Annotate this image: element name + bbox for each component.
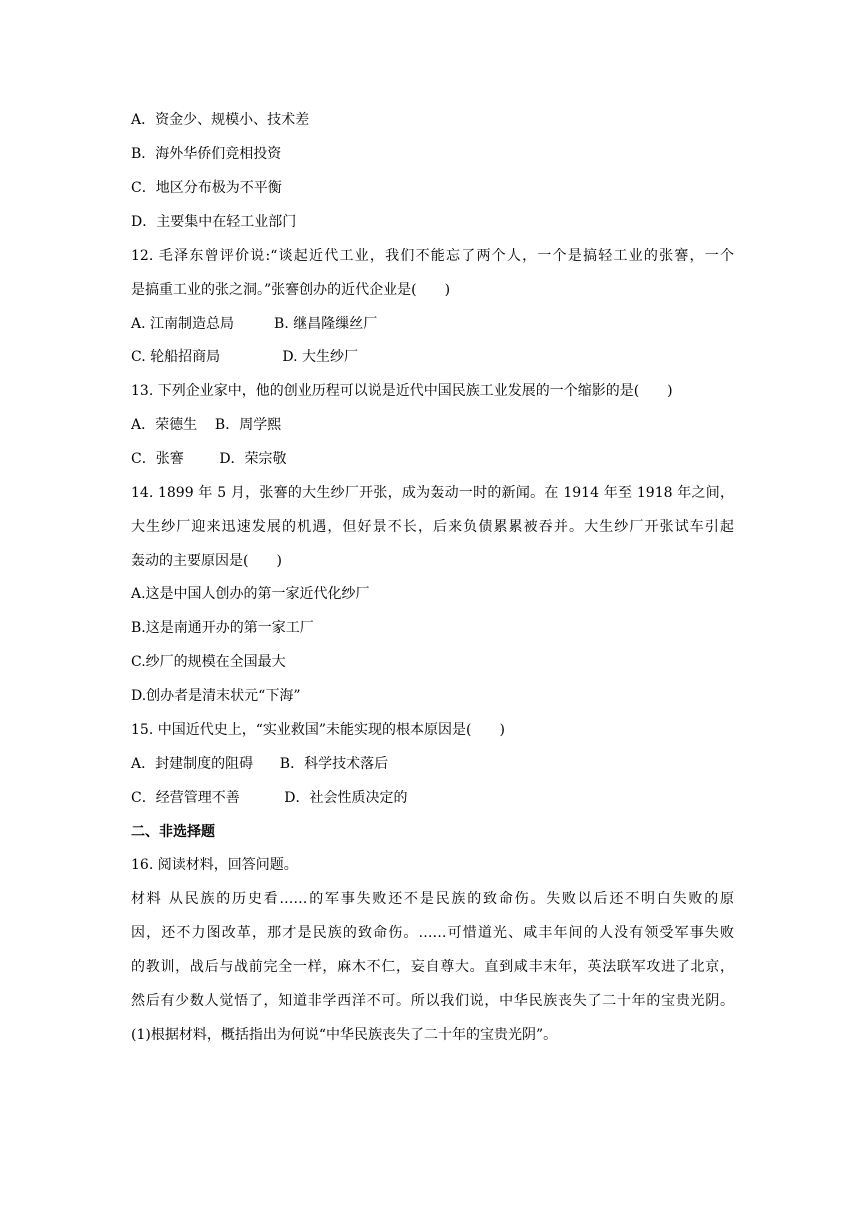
q15-options-ab: A．封建制度的阻碍 B．科学技术落后 [131, 756, 389, 772]
q16-stem: 16. 阅读材料，回答问题。 [131, 857, 298, 873]
q16-material-line-1: 材料 从民族的历史看……的军事失败还不是民族的致命伤。失败以后还不明白失败的原 [131, 891, 734, 907]
q14-stem-line-1: 14. 1899 年 5 月，张謇的大生纱厂开张，成为轰动一时的新闻。在 1914 年至 1918 年之间， [131, 485, 734, 501]
q13-options-cd: C．张謇 D．荣宗敬 [131, 451, 287, 467]
q15-options-cd: C．经营管理不善 D．社会性质决定的 [131, 790, 408, 806]
q16-material-line-3: 的教训，战后与战前完全一样，麻木不仁，妄自尊大。直到咸丰末年，英法联军攻进了北京， [131, 959, 734, 975]
q14-option-b: B.这是南通开办的第一家工厂 [131, 620, 314, 636]
q11-option-c: C．地区分布极为不平衡 [131, 180, 282, 196]
q12-options-ab: A. 江南制造总局 B. 继昌隆缫丝厂 [131, 316, 378, 332]
section-title: 二、非选择题 [131, 824, 215, 840]
q12-stem-line-1: 12. 毛泽东曾评价说:“谈起近代工业，我们不能忘了两个人，一个是搞轻工业的张謇，一个 [131, 248, 734, 264]
q13-stem: 13. 下列企业家中，他的创业历程可以说是近代中国民族工业发展的一个缩影的是( ) [131, 383, 673, 399]
q16-material-line-4: 然后有少数人觉悟了，知道非学西洋不可。所以我们说，中华民族丧失了二十年的宝贵光阴。 [131, 993, 734, 1009]
q11-option-d: D．主要集中在轻工业部门 [131, 214, 297, 230]
q12-stem-line-2: 是搞重工业的张之洞。”张謇创办的近代企业是( ) [131, 282, 451, 298]
q14-option-c: C.纱厂的规模在全国最大 [131, 654, 286, 670]
q15-stem: 15. 中国近代史上，“实业救国”未能实现的根本原因是( ) [131, 722, 505, 738]
q14-option-d: D.创办者是清末状元“下海” [131, 688, 301, 704]
q16-subquestion-1: (1)根据材料，概括指出为何说“中华民族丧失了二十年的宝贵光阴”。 [131, 1027, 558, 1043]
q13-options-ab: A．荣德生 B．周学熙 [131, 417, 282, 433]
q11-option-b: B．海外华侨们竞相投资 [131, 146, 282, 162]
q14-option-a: A.这是中国人创办的第一家近代化纱厂 [131, 586, 370, 602]
q14-stem-line-2: 大生纱厂迎来迅速发展的机遇，但好景不长，后来负债累累被吞并。大生纱厂开张试车引起 [131, 519, 734, 535]
q16-material-line-2: 因，还不力图改革，那才是民族的致命伤。……可惜道光、咸丰年间的人没有领受军事失败 [131, 925, 734, 941]
q11-option-a: A．资金少、规模小、技术差 [131, 112, 310, 128]
q14-stem-line-3: 轰动的主要原因是( ) [131, 553, 282, 569]
q12-options-cd: C. 轮船招商局 D. 大生纱厂 [131, 349, 359, 365]
